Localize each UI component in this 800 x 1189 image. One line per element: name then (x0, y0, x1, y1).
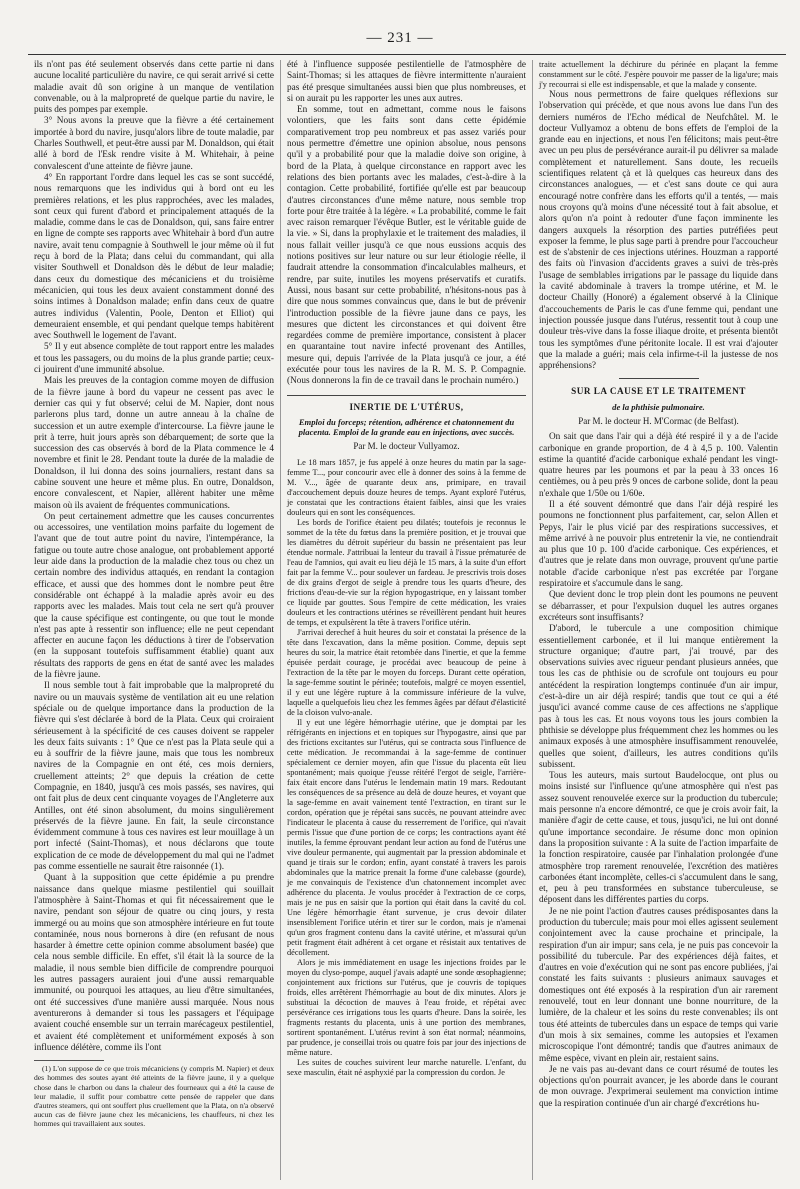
columns (28, 60, 786, 1180)
column-3 (532, 60, 784, 1180)
article-title: SUR LA CAUSE ET LE TRAITEMENT (571, 386, 746, 397)
paragraph: Mais les preuves de la contagion comme moyen de diffusion de la fièvre jaune à bord du vapeur ne cessent pas avec le dernier cas qui y fut observé; celui de M. Napier, dont nous parlerons plus tard, donne un autre anneau à la chaîne de succession et un autre exemple d'intercourse. La fièvre jaune le prit à terre, huit jours après son débarquement; de sorte que la succession des cas observés à bord de la Plata commence le 4 novembre et finit le 28. Pendant toute la durée de la maladie de Donaldson, il lui donna des soins journaliers, restant dans sa cabine souvent une heure et même plus. En outre, Donaldson, encore convalescent, et Napier, allèrent habiter une même maison où ils avaient de fréquentes communications. (34, 376, 274, 511)
footnote-rule (34, 1060, 104, 1061)
paragraph: On sait que dans l'air qui a déjà été respiré il y a de l'acide carbonique en grande proportion, de 4 à 4,5 p. 100. Valentin estime la quantité d'acide carbonique exhalé pendant les vingt-quatre heures par les poumons et par la peau à 33 onces 16 centièmes, ou à peu près 9 onces de carbone solide, dont la peau n'exhale que 1/50e ou 1/60e. (539, 432, 778, 499)
paragraph: ils n'ont pas été seulement observés dans cette partie ni dans aucune localité particulière du navire, ce qui serait arrivé si cette maladie avait dû son origine à un manque de ventilation convenable, ou à la malpropreté de quelque partie du navire, le puits des pompes par exemple. (34, 60, 274, 116)
separator-rule (619, 378, 699, 379)
article-subtitle: Emploi du forceps; rétention, adhérence et chatonnement du placenta. Emploi de la grande eau en injections, avec succès. (298, 416, 515, 438)
paragraph: Tous les auteurs, mais surtout Baudelocque, ont plus ou moins insisté sur l'influence qu'une atmosphère qui n'est pas assez souvent renouvelée exerce sur la production du tubercule; mais personne n'a encore démontré, ce que je crois avoir fait, la manière d'agir de cette cause, et tous, jusqu'ici, ne lui ont donné qu'une importance secondaire. Je résume donc mon opinion dans la proposition suivante : A la suite de l'action imparfaite de la fonction respiratoire, causée par l'inhalation prolongée d'une atmosphère trop rarement renouvelée, l'excrétion des matières carbonées étant incomplète, celles-ci s'accumulent dans le sang, et, peu à peu transformées en substance tuberculeuse, se déposent dans les différentes parties du corps. (539, 771, 778, 906)
paragraph: Nous nous permettrons de faire quelques réflexions sur l'observation qui précède, et que nous avons lue dans l'un des derniers numéros de l'Echo médical de Neufchâtel. M. le docteur Vullyamoz a obtenu de bons effets de l'emploi de la grande eau en injections, et nous l'en félicitons; mais peut-être avec un peu plus de persévérance aurait-il pu délivrer sa malade complètement et naturellement. Sans doute, les recueils scientifiques relatent çà et là quelques cas heureux dans des circonstances analogues, — et c'est sans doute ce qui aura encouragé notre confrère dans les efforts qu'il a tentés, — mais nous croyons qu'à moins d'une nécessité tout à fait absolue, et alors qu'on n'a point à redouter d'une façon imminente les dangers auxquels la résorption des parties putréfiées peut exposer la femme, le plus sage parti à prendre pour l'accoucheur est de s'abstenir de ces injections utérines. Houzman a rapporté des faits où l'invasion d'accidents graves a suivi de très-près l'usage de semblables irrigations par le passage du liquide dans la cavité abdominale à travers la trompe utérine, et M. le docteur Chailly (Honoré) a également observé à la Clinique d'accouchements de Paris le cas d'une femme qui, pendant une injection poussée jusque dans l'utérus, ressentit tout à coup une douleur très-vive dans la fosse iliaque droite, et présenta bientôt tous les symptômes d'une péritonite locale. Il est vrai d'ajouter que la malade a guéri; mais cela infirme-t-il la justesse de nos appréhensions? (539, 90, 778, 372)
column-1 (28, 60, 280, 1180)
paragraph: Que devient donc le trop plein dont les poumons ne peuvent se débarrasser, et pour l'expulsion duquel les autres organes excréteurs sont insuffisants? (539, 590, 778, 623)
paragraph: Le 18 mars 1857, je fus appelé à onze heures du matin par la sage-femme T..., pour concourir avec elle à donner des soins à la femme de M. V..., âgée de quarante deux ans, primipare, en travail d'accouchement depuis douze heures de temps. Ayant exploré l'utérus, je constatai que les contractions étaient faibles, ainsi que les vraies douleurs qui en sont les conséquences. (287, 457, 526, 517)
paragraph: Les bords de l'orifice étaient peu dilatés; toutefois je reconnus le sommet de la tête du fœtus dans la première position, et je trouvai que les diamètres du détroit supérieur du bassin ne présentaient pas leur étendue normale. J'attribuai la lenteur du travail à l'issue prématurée de l'eau de l'amnios, qui avait eu lieu déjà le 15 mars, à la suite d'un effort fait par la femme V... pour soulever un fardeau. Je prescrivis trois doses de dix grains d'ergot de seigle à prendre tous les quarts d'heure, des frictions d'eau-de-vie sur la région hypogastrique, en y laissant tomber ce liquide par gouttes. Sous l'empire de cette médication, les vraies douleurs et les contractions utérines se réveillèrent pendant huit heures de temps, et expulsèrent la tête à travers l'orifice utérin. (287, 517, 526, 627)
paragraph: Je ne vais pas au-devant dans ce court résumé de toutes les objections qu'on pourrait avancer, je les aborde dans le courant de mon ouvrage. J'exprimerai seulement ma conviction intime que la respiration continuée d'un air chargé d'excrétions hu- (539, 1064, 778, 1109)
article-continuation (539, 60, 778, 90)
page-number: — 231 — (366, 30, 434, 46)
article-title: INERTIE DE L'UTÉRUS, (287, 395, 526, 413)
paragraph: Il a été souvent démontré que dans l'air déjà respiré les poumons ne fonctionnent plus parfaitement, car, selon Allen et Pepys, l'air le plus vicié par des respirations successives, et même arrivé à ne pouvoir plus entretenir la vie, ne contiendrait au plus que 10 p. 100 d'acide carbonique. Ces expériences, et d'autres que je relate dans mon ouvrage, prouvent qu'une partie notable d'acide carbonique n'est pas excrétée par l'organe respiratoire et s'accumule dans le sang. (539, 500, 778, 590)
paragraph: En somme, tout en admettant, comme nous le faisons volontiers, que les faits sont dans cette épidémie comparativement trop peu nombreux et pas assez variés pour nous permettre d'émettre une opinion absolue, nous pensons qu'il y a probabilité pour que la maladie doive son origine, à bord de la Plata, à quelque circonstance en rapport avec les relations des bien portants avec les malades, c'est-à-dire à la contagion. Cette probabilité, fortifiée qu'elle est par beaucoup d'autres circonstances d'une même nature, nous semble trop forte pour être traitée à la légère. « La probabilité, comme le fait avec raison remarquer l'évêque Butler, est le véritable guide de la vie. » Si, dans la prophylaxie et le traitement des maladies, il nous fallait veiller jusqu'à ce que nous eussions acquis des notions positives sur leur nature ou sur leur étiologie réelle, il faudrait attendre la consommation d'incalculables malheurs, et rendre, par suite, inutiles les moyens préservatifs et curatifs. Aussi, nous basant sur cette probabilité, n'hésitons-nous pas à dire que nous sommes convaincus que, dans le but de prévenir l'introduction possible de la fièvre jaune dans ce pays, les mesures que dictent les circonstances et qui doivent être regardées comme de première importance, consistent à placer en quarantaine tout navire infecté provenant des Antilles, mesure qui, depuis l'arrivée de la Plata jusqu'à ce jour, a été exécutée pour tous les navires de la R. M. S. P. Compagnie. (Nous donnerons la fin de ce travail dans le prochain numéro.) (287, 105, 526, 387)
paragraph: traite actuellement la déchirure du périnée en plaçant la femme constamment sur le côté. J'espère pouvoir me passer de la liga'ure; mais j'y recourrai si elle est indispensable, et que la malade y consente. (539, 60, 778, 89)
footnote (34, 1064, 274, 1128)
paragraph: Quant à la supposition que cette épidémie a pu prendre naissance dans quelque miasme pestilentiel qui souillait l'atmosphère à Saint-Thomas et qui fit nécessairement que le navire, pendant son séjour de quatre ou cinq jours, y resta immergé ou au moins que son atmosphère intérieure en fut toute contaminée, nous nous bornerons à dire (en refusant de nous hasarder à émettre cette opinion comme absolument basée) que cela nous semble difficile. En effet, s'il était là la source de la maladie, il nous semble bien difficile de comprendre pourquoi les autres passagers auraient joui d'une aussi remarquable immunité, ou pourquoi les attaques, au lieu d'être simultanées, ont été successives d'une manière aussi marquée. Nous nous aventurerons à demander si tous les passagers et l'équipage avaient couché ensemble sur un terrain marécageux pestilentiel, et avaient été complètement et uniformément exposés à son influence délétère, comme ils l'ont (34, 873, 274, 1053)
paragraph: 3° Nous avons la preuve que la fièvre a été certainement importée à bord du navire, jusqu'alors libre de toute maladie, par Charles Southwell, et peut-être aussi par M. Donaldson, qui était allé à bord de l'Esk rendre visite à M. Whitehair, à peine convalescent d'une atteinte de fièvre jaune. (34, 116, 274, 172)
paragraph: Je ne nie point l'action d'autres causes prédisposantes dans la production du tubercule; mais pour moi elles agissent seulement conjointement avec la cause prochaine et principale, la respiration d'un air impur; sans cela, je ne puis pas concevoir la possibilité du tubercule. Par des expériences déjà faites, et d'autres en voie d'exécution qui ne sont pas encore publiées, j'ai constaté les faits suivants : plusieurs animaux sauvages et domestiques ont été exposés à la respiration d'un air rarement renouvelé, tout en leur donnant une bonne nourriture, de la lumière, de la chaleur et les soins du reste convenables; ils ont tous été atteints de tubercules dans un espace de temps qui varie d'un mois à six semaines, comme les autopsies et l'examen microscopique l'ont démontré; tandis que d'autres animaux de même espèce, vivant en plein air, restaient sains. (539, 906, 778, 1064)
paragraph: Alors je mis immédiatement en usage les injections froides par le moyen du clyso-pompe, auquel j'avais adapté une sonde œsophagienne; conjointement aux frictions sur l'utérus, que je couvris de topiques froids, elles arrêtèrent l'hémorrhagie au bout de dix minutes. Alors je substituai la décoction de mauves à l'eau froide, et répétai avec persévérance ces irrigations tous les quarts d'heure. Dans la soirée, les fragments restants du placenta, unis à une portion des membranes, sortirent spontanément. L'utérus revint à son état normal; néanmoins, par prudence, je conseillai trois ou quatre fois par jour des injections de même nature. (287, 957, 526, 1057)
article-author: Par M. le docteur H. M'Cormac (de Belfast). (578, 415, 739, 426)
paragraph: 4° En rapportant l'ordre dans lequel les cas se sont succédé, nous remarquons que les individus qui à bord ont eu les premières relations, et les plus rapprochées, avec les malades, sont ceux qui furent d'abord et principalement attaqués de la maladie, comme dans le cas de Donaldson, qui, sans faire entrer en ligne de compte ses rapports avec Whitehair à bord d'un autre navire, avait tenu compagnie à Southwell le jour même où il fut reçu à bord de la Plata; dans celui du commandant, qui alla visiter Southwell et Donaldson dès le début de leur maladie; dans ceux du domestique des mécaniciens et du troisième mécanicien, qui tous les deux avaient constamment donné des soins intimes à Donaldson malade; enfin dans ceux de quatre autres individus (Valentin, Poole, Denton et Elliot) qui demeuraient ensemble, et qui pendant quelque temps habitèrent avec Southwell le logement de l'avant. (34, 172, 274, 342)
paragraph: 5° Il y eut absence complète de tout rapport entre les malades et tous les passagers, ou du moins de la plus grande partie; ceux-ci jouirent d'une immunité absolue. (34, 342, 274, 376)
paragraph: On peut certainement admettre que les causes concurrentes ou accessoires, une ventilation moins parfaite du logement de l'avant que de tout autre point du navire, l'intempérance, la fatigue ou toute autre chose analogue, ont probablement apporté leur aide dans la production de la maladie chez tous ou chez un certain nombre des individus attaqués, en rendant la contagion efficace, et aussi que des hommes dont le nombre peut être considérable ont échappé à la maladie après avoir eu des rapports avec les malades. Mais tout cela ne sert qu'à prouver que la cause spécifique est contingente, ou que tout le monde n'est pas apte à ressentir son influence; elle ne peut cependant affecter en aucune façon les déductions à tirer de l'observation (en la supposant toutefois suffisamment établie) quant aux résultats des rapports de gens en état de santé avec les malades de la fièvre jaune. (34, 511, 274, 681)
article-author: Par M. le docteur Vullyamoz. (353, 441, 460, 452)
paragraph: Il nous semble tout à fait improbable que la malpropreté du navire ou un mauvais système de ventilation ait eu une relation spéciale ou de quelque importance dans la production de la fièvre qui s'est déclarée à bord de la Plata. Ceux qui croiraient sérieusement à la spécificité de ces causes doivent se rappeler les deux faits suivants : 1° Que ce n'est pas la Plata seule qui a eu à souffrir de la fièvre jaune, mais que tous les nombreux navires de la Compagnie en ont été, ces mois derniers, cruellement atteints; 2° que depuis la création de cette Compagnie, en 1840, jusqu'à ces mois passés, ses navires, qui ont fait plus de deux cent cinquante voyages de l'Angleterre aux Antilles, ont été sinon absolument, du moins singulièrement préservés de la fièvre jaune. En fait, la seule circonstance évidemment commune à tous ces navires est leur mouillage à un port infecté (Saint-Thomas), et nous déclarons que toute explication de ce mode de développement du mal qui ne l'admet pas comme essentielle ne saurait être raisonnée (1). (34, 681, 274, 873)
article-subtitle: de la phthisie pulmonaire. (612, 401, 705, 412)
paragraph: D'abord, le tubercule a une composition chimique essentiellement carbonée, et il lui manque entièrement la structure organique; d'autre part, j'ai trouvé, par des observations suivies avec rigueur pendant plusieurs années, que tous les cas de phthisie ou de scrofule ont toujours eu pour antécédent la respiration longtemps continuée d'un air impur, c'est-à-dire un air déjà respiré; tandis que tout ce qui a été jusqu'ici avancé comme cause de ces affections ne s'applique pas à tous les cas. Et nous voyons tous les jours combien la phthisie se développe plus fréquemment chez les hommes ou les animaux exposés à une atmosphère insuffisamment renouvelée, quelles que soient, d'ailleurs, les autres conditions qu'ils subissent. (539, 624, 778, 770)
paragraph: J'arrivai derechef à huit heures du soir et constatai la présence de la tête dans l'excavation, dans la même position. Comme, depuis sept heures du soir, la matrice était retombée dans l'inertie, et que la femme épuisée perdait courage, je procédai avec beaucoup de peine à l'extraction de la tête par le moyen du forceps. Durant cette opération, la sage-femme soutint le périnée; toutefois, malgré ce moyen essentiel, il y eut une légère rupture à la commissure inférieure de la vulve, laquelle a quelquefois lieu chez les femmes âgées par défaut d'élasticité de la cloison vulvo-anale. (287, 627, 526, 717)
paragraph: Les suites de couches suivirent leur marche naturelle. L'enfant, du sexe masculin, était né asphyxié par la compression du cordon. Je (287, 1057, 526, 1077)
article-body (287, 458, 526, 1078)
header-rule (28, 54, 786, 55)
paragraph: été à l'influence supposée pestilentielle de l'atmosphère de Saint-Thomas; si les attaques de fièvre intermittente n'auraient pas été presque simultanées aussi bien que plus nombreuses, et si on aurait pu les rapporter les unes aux autres. (287, 60, 526, 104)
footnote-text: (1) L'on suppose de ce que trois mécaniciens (y compris M. Napier) et deux des hommes des soutes ayant été atteints de la fièvre jaune, il y a quelque chose dans le charbon ou dans la chaleur des fourneaux qui a été la cause de leur maladie, il suffit pour combattre cette pensée de rappeler que dans d'autres steamers, qui ont souffert plus cruellement que la Plata, on n'a observé aucun cas de fièvre jaune chez les mécaniciens, les chauffeurs, ni chez les hommes qui travaillaient aux soutes. (34, 1064, 274, 1129)
paragraph: Il y eut une légère hémorrhagie utérine, que je domptai par les réfrigérants en injections et en topiques sur l'hypogastre, ainsi que par des frictions excitantes sur l'utérus, qui se contracta sous l'influence de cette médication. Je recommandai à la sage-femme de continuer spécialement ce dernier moyen, afin que l'issue du placenta eût lieu spontanément; mais quoique j'eusse réitéré l'ergot de seigle, l'arrière-faix était encore dans l'utérus le lendemain matin 19 mars. Redoutant les conséquences de sa présence au delà de douze heures, et voyant que la sage-femme en avait vainement tenté l'extraction, en tirant sur le cordon, opération que je répétai sans succès, ne pouvant atteindre avec l'indicateur le placenta à cause du resserrement de l'orifice, qui n'avait permis l'issue que d'une portion de ce corps; les contractions ayant été inutiles, la femme éprouvant pendant leur action au fond de l'utérus une vive douleur permanente, qui augmentait par la pression abdominale et quand je tirais sur le cordon; enfin, ayant constaté à travers les parois abdominales que la matrice prenait la forme d'une calebasse (gourde), je me convainquis de l'existence d'un chatonnement incomplet avec adhérence du placenta. Je voulus procéder à l'extraction de ce corps, mais je ne pus en saisir que la portion qui était dans la cavité du col. Une légère hémorrhagie étant survenue, je crus devoir dilater insensiblement l'orifice utérin et tirer sur le cordon, mais je n'amenai qu'un gros fragment contenu dans la cavité utérine, et m'assurai qu'un petit fragment était adhérent à cet organe et résistait aux tentatives de décollement. (287, 717, 526, 957)
column-2 (280, 60, 532, 1180)
